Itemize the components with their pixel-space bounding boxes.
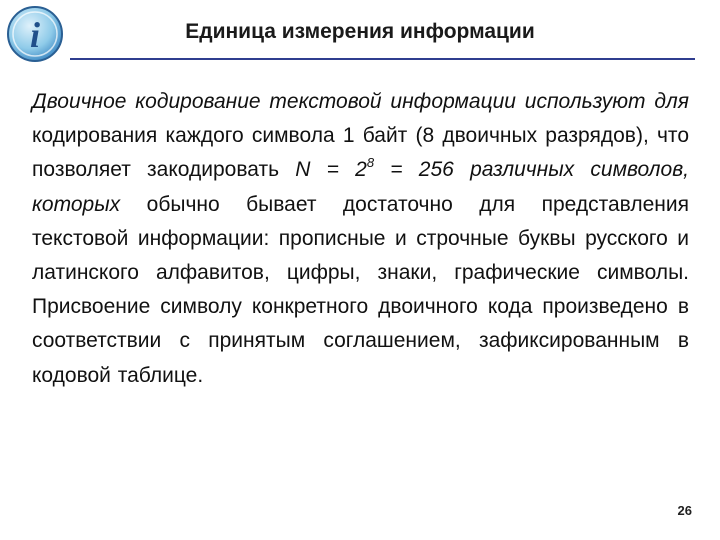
text-segment-1: кодирования каждого символа 1 байт (8 двоичных разрядов), что позволяет закодировать [32, 124, 689, 182]
info-icon-letter: i [29, 15, 41, 55]
page-title: Единица измерения информации [185, 20, 535, 43]
italic-phrase-1: Двоичное кодирование текстовой информации используют для [32, 90, 689, 113]
text-segment-2: обычно бывает достаточно для представления текстовой информации: прописные и строчные буквы русского и латинского алфавитов, цифры, знаки, графические символы. Присвоение символу конкретного двоичного кода произведено в соответствии с принятым соглашением, зафиксированным в кодовой таблице. [32, 192, 689, 387]
formula-part-a: N = 2 [295, 158, 367, 182]
title-divider [70, 58, 695, 60]
info-icon [5, 4, 65, 64]
formula-exponent: 8 [366, 155, 375, 171]
main-paragraph [32, 85, 689, 393]
formula-part-b: = 256 различных символов, которых [32, 158, 690, 216]
page-number: 26 [677, 503, 692, 518]
